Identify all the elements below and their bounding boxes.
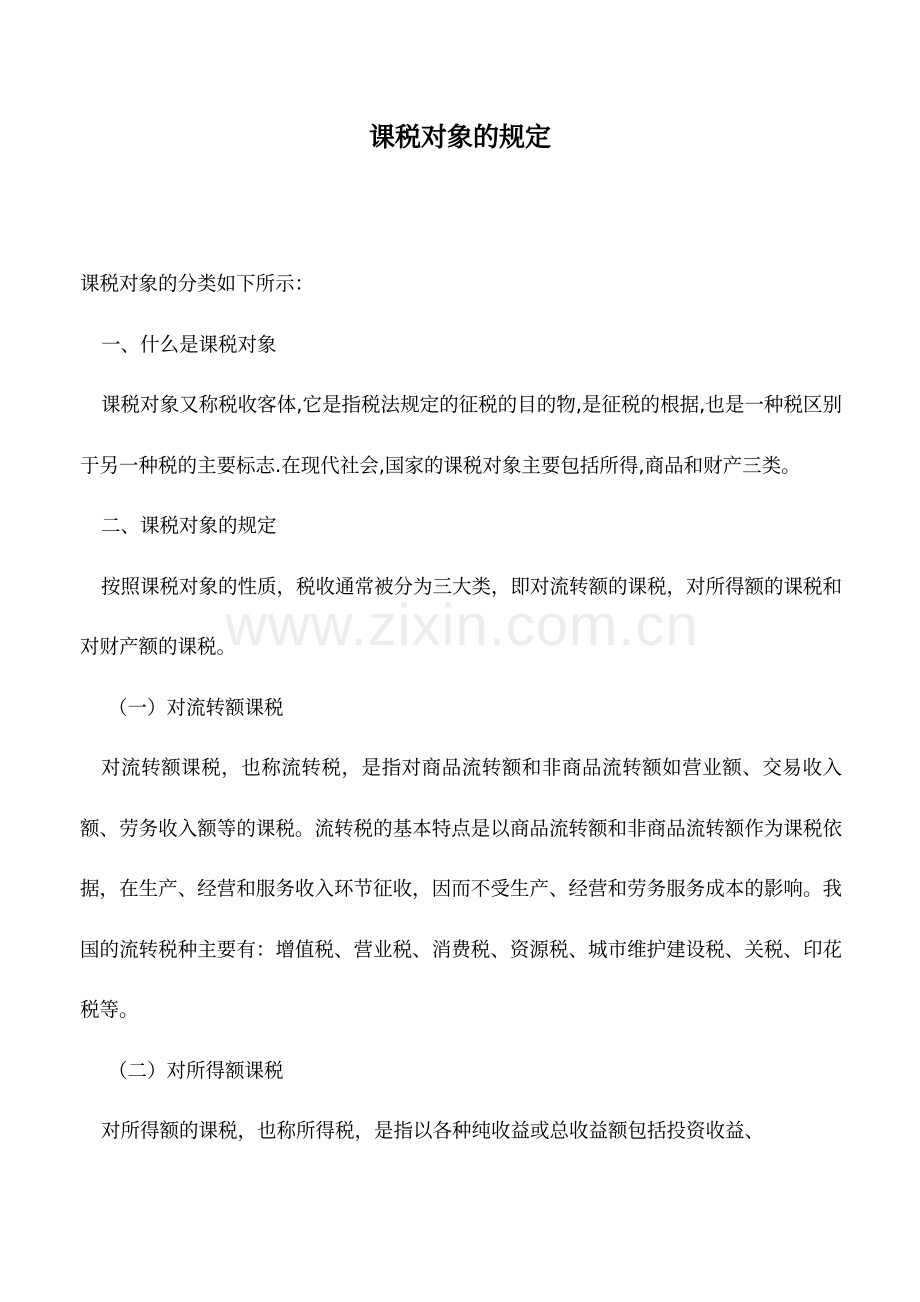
subsection-heading-2: （二）对所得额课税: [108, 1058, 284, 1082]
subsection-heading-1: （一）对流转额课税: [108, 695, 284, 719]
paragraph-classification: 按照课税对象的性质，税收通常被分为三大类，即对流转额的课税，对所得额的课税和对财产额的课税。: [80, 574, 843, 658]
intro-paragraph: 课税对象的分类如下所示：: [80, 272, 315, 295]
section-heading-1: 一、什么是课税对象: [101, 332, 277, 356]
paragraph-definition: 课税对象又称税收客体,它是指税法规定的征税的目的物,是征税的根据,也是一种税区别于另一种税的主要标志.在现代社会,国家的课税对象主要包括所得,商品和财产三类。: [80, 393, 842, 477]
document-body: [80, 254, 842, 1162]
paragraph-income-tax: 对所得额的课税，也称所得税，是指以各种纯收益或总收益额包括投资收益、: [101, 1119, 765, 1142]
document-title: 课税对象的规定: [368, 123, 551, 153]
watermark: www.zixin.com.cn: [225, 593, 699, 658]
section-heading-2: 二、课税对象的规定: [101, 514, 277, 537]
paragraph-turnover-tax: 对流转额课税，也称流转税，是指对商品流转额和非商品流转额如营业额、交易收入额、劳务收入额等的课税。流转税的基本特点是以商品流转额和非商品流转额作为课税依据，在生产、经营和服务收入环节征收，因而不受生产、经营和劳务服务成本的影响。我国的流转税种主要有：增值税、营业税、消费税、资源税、城市维护建设税、关税、印花税等。: [80, 756, 842, 1021]
